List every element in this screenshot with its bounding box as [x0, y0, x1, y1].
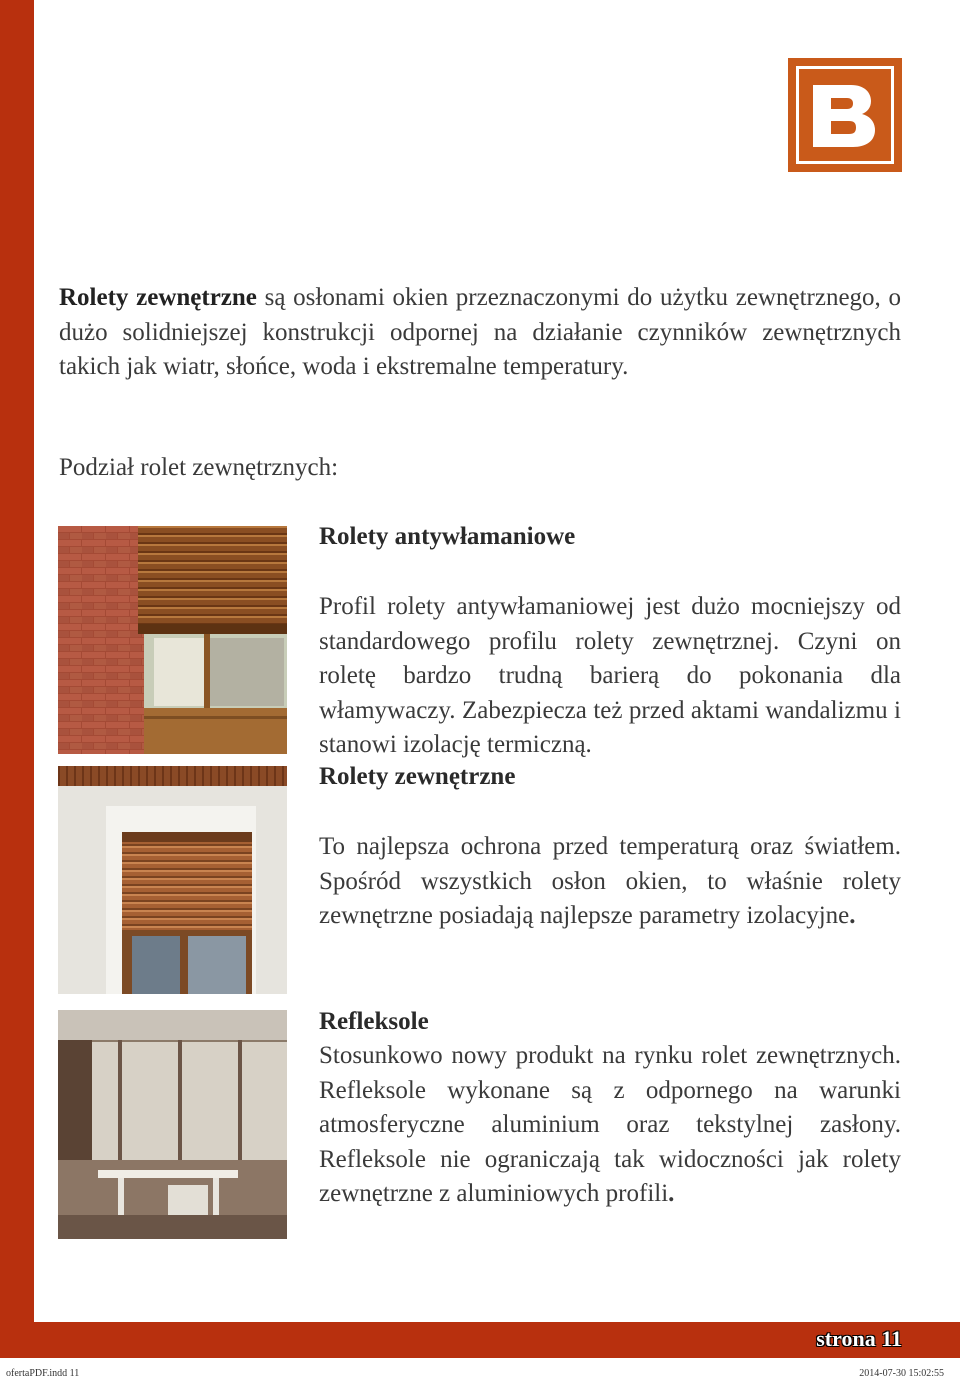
section-body-external-end: . [849, 902, 856, 929]
section-body-refleksole-text: Stosunkowo nowy produkt na rynku rolet zewnętrznych. Refleksole wykonane są z odpornego na warunki atmosferyczne aluminium oraz tekstylnej zasłony. Refleksole nie ograniczają tak widoczności jak rolety zewnętrzne z aluminiowych profili [319, 1042, 901, 1207]
left-accent-bar [0, 0, 34, 1358]
footer-strip [0, 1358, 960, 1384]
section-body-external-text: To najlepsza ochrona przed temperaturą oraz światłem. Spośród wszystkich osłon okien, to właśnie rolety zewnętrzne posiadają najlepsze parametry izolacyjne [319, 833, 901, 929]
section-body-refleksole-end: . [668, 1180, 675, 1207]
section-body-antiburglary: Profil rolety antywłamaniowej jest dużo mocniejszy od standardowego profilu rolety zewnętrznej. Czyni on roletę bardzo trudną barierą do pokonania dla włamywaczy. Zabezpiecza też przed aktami wandalizmu i stanowi izolację termiczną. [319, 593, 901, 758]
logo-b-glyph [805, 79, 885, 151]
section-title-refleksole: Refleksole [319, 1008, 429, 1035]
photo-external-shutter [58, 766, 287, 994]
intro-lead: Rolety zewnętrzne [59, 284, 257, 311]
photo-refleksole-interior [58, 1010, 287, 1239]
intro-paragraph [59, 281, 901, 385]
section-body-external [319, 830, 901, 934]
section-title-external: Rolety zewnętrzne [319, 763, 516, 790]
footer-timestamp: 2014-07-30 15:02:55 [859, 1368, 944, 1379]
division-heading: Podział rolet zewnętrznych: [59, 454, 339, 481]
logo-frame [796, 66, 894, 164]
section-body-refleksole [319, 1039, 901, 1212]
photo-antiburglary-shutter [58, 526, 287, 754]
footer-filename: ofertaPDF.indd 11 [6, 1368, 80, 1379]
intro-text: są osłonami okien przeznaczonymi do użytku zewnętrznego, o dużo solidniejszej konstrukcji odpornej na działanie czynników zewnętrznych takich jak wiatr, słońce, woda i ekstremalne temperatury. [59, 284, 902, 380]
company-logo [788, 58, 902, 172]
section-title-antiburglary: Rolety antywłamaniowe [319, 523, 576, 550]
page-number: strona 11 [816, 1326, 902, 1351]
